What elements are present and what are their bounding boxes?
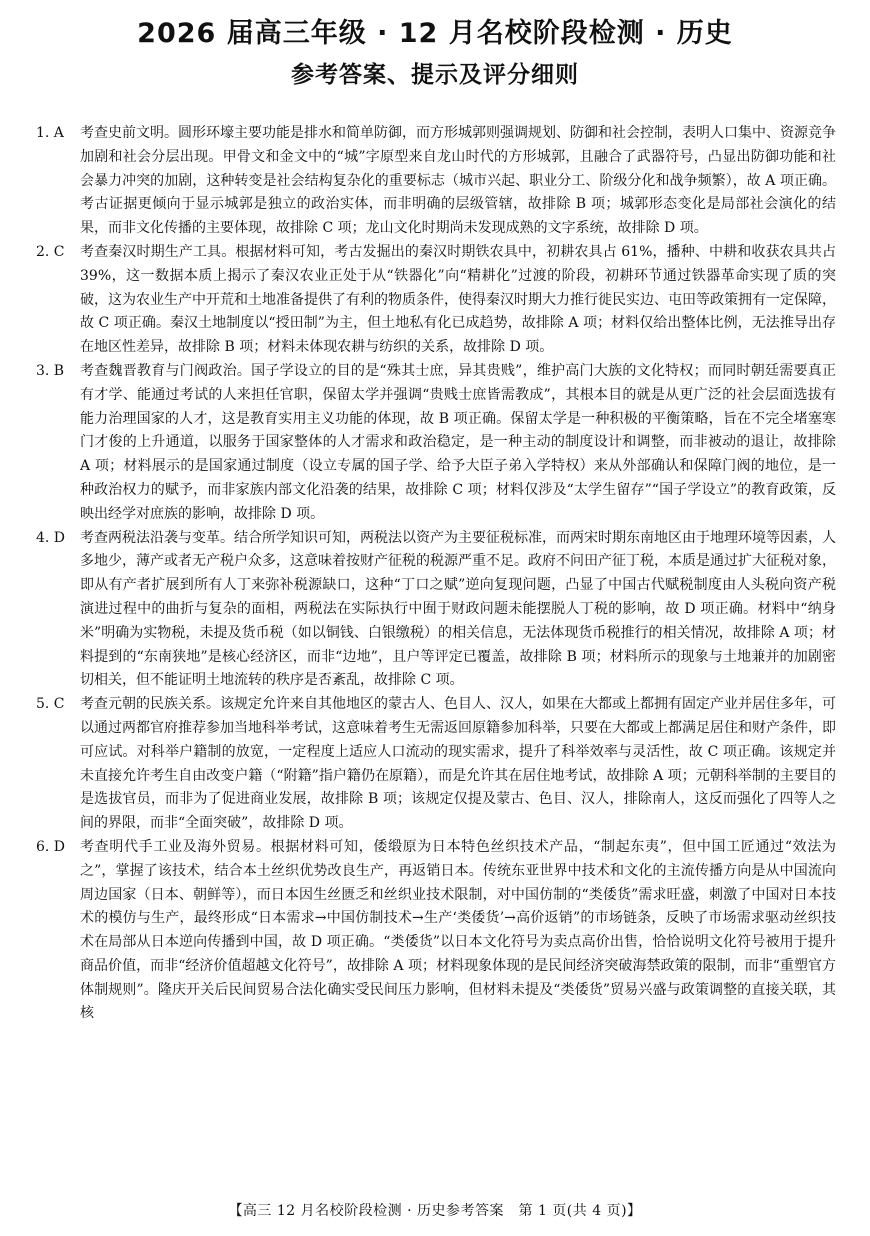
- answer-item-1: [36, 122, 836, 241]
- answer-explanation: 考查魏晋教育与门阀政治。国子学设立的目的是“殊其士庶，异其贵贱”，维护高门大族的文化特权；而同时朝廷需要真正有才学、能通过考试的人来担任官职，保留太学并强调“贵贱士庶皆需教成”，其根本目的就是从更广泛的社会层面选拔有能力治理国家的人才，这是教育实用主义功能的体现，故 B 项正确。保留太学是一种积极的平衡策略，旨在不完全堵塞寒门才俊的上升通道，以服务于国家整体的人才需求和政治稳定，是一种主动的制度设计和调整，而非被动的退让，故排除 A 项；材料展示的是国家通过制度（设立专属的国子学、给予大臣子弟入学特权）来从外部确认和保障门阀的地位，是一种政治权力的赋予，而非家族内部文化沿袭的结果，故排除 C 项；材料仅涉及“太学生留存”“国子学设立”的教育政策，反映出经学对庶族的影响，故排除 D 项。: [80, 362, 836, 522]
- answer-number: 6. D: [36, 838, 66, 855]
- answer-item-6: [36, 836, 836, 1026]
- answer-explanation: 考查两税法沿袭与变革。结合所学知识可知，两税法以资产为主要征税标准，而两宋时期东南地区由于地理环境等因素，人多地少，薄产或者无产税户众多，这意味着按财产征税的税源严重不足。政府不问田产征丁税，本质是通过扩大征税对象，即从有产者扩展到所有人丁来弥补税源缺口，这种“丁口之赋”逆向复现问题，凸显了中国古代赋税制度由人头税向资产税演进过程中的曲折与复杂的面相，两税法在实际执行中囿于财政问题未能摆脱人丁税的影响，故 D 项正确。材料中“纳身米”明确为实物税，未提及货币税（如以铜钱、白银缴税）的相关信息，无法体现货币税推行的相关情况，故排除 A 项；材料提到的“东南狭地”是核心经济区，而非“边地”，且户等评定已覆盖，故排除 B 项；材料所示的现象与土地兼并的加剧密切相关，但不能证明土地流转的秩序是否紊乱，故排除 C 项。: [80, 529, 836, 689]
- answer-item-5: [36, 693, 836, 836]
- answer-number: 4. D: [36, 529, 66, 546]
- answer-explanation: 考查秦汉时期生产工具。根据材料可知，考古发掘出的秦汉时期铁农具中，初耕农具占 61%，播种、中耕和收获农具共占 39%，这一数据本质上揭示了秦汉农业正处于从“铁器化”向“精耕化”过渡的阶段，初耕环节通过铁器革命实现了质的突破，这为农业生产中开荒和土地准备提供了有利的物质条件，使得秦汉时期大力推行徙民实边、屯田等政策拥有一定保障，故 C 项正确。秦汉土地制度以“授田制”为主，但土地私有化已成趋势，故排除 A 项；材料仅给出整体比例，无法推导出存在地区性差异，故排除 B 项；材料未体现农耕与纺织的关系，故排除 D 项。: [80, 243, 836, 356]
- answer-list: [36, 122, 836, 1026]
- answer-number: 3. B: [36, 362, 65, 379]
- answer-explanation: 考查史前文明。圆形环壕主要功能是排水和简单防御，而方形城郭则强调规划、防御和社会控制，表明人口集中、资源竞争加剧和社会分层出现。甲骨文和金文中的“城”字原型来自龙山时代的方形城郭，且融合了武器符号，凸显出防御功能和社会暴力冲突的加剧，这种转变是社会结构复杂化的重要标志（城市兴起、职业分工、阶级分化和战争频繁），故 A 项正确。考古证据更倾向于显示城郭是独立的政治实体，而非明确的层级管辖，故排除 B 项；城郭形态变化是局部社会演化的结果，而非文化传播的主要体现，故排除 C 项；龙山文化时期尚未发现成熟的文字系统，故排除 D 项。: [80, 125, 836, 237]
- page-subtitle: 参考答案、提示及评分细则: [291, 62, 579, 88]
- answer-number: 1. A: [36, 125, 64, 141]
- page-footer: 【高三 12 月名校阶段检测 · 历史参考答案 第 1 页(共 4 页)】: [228, 1203, 642, 1219]
- page-title: 2026 届高三年级 · 12 月名校阶段检测 · 历史: [137, 18, 733, 49]
- answer-item-2: [36, 241, 836, 360]
- answer-number: 5. C: [36, 696, 65, 713]
- answer-number: 2. C: [36, 243, 65, 260]
- answer-explanation: 考查元朝的民族关系。该规定允许来自其他地区的蒙古人、色目人、汉人，如果在大都或上都拥有固定产业并居住多年，可以通过两都官府推荐参加当地科举考试，这意味着考生无需返回原籍参加科举，只要在大都或上都满足居住和财产条件，即可应试。对科举户籍制的放宽，一定程度上适应人口流动的现实需求，提升了科举效率与灵活性，故 C 项正确。该规定并未直接允许考生自由改变户籍（“附籍”指户籍仍在原籍），而是允许其在居住地考试，故排除 A 项；元朝科举制的主要目的是选拔官员，而非为了促进商业发展，故排除 B 项；该规定仅提及蒙古、色目、汉人，排除南人，这反而强化了四等人之间的界限，而非“全面突破”，故排除 D 项。: [80, 696, 836, 832]
- answer-explanation: 考查明代手工业及海外贸易。根据材料可知，倭缎原为日本特色丝织技术产品，“制起东夷”，但中国工匠通过“效法为之”，掌握了该技术，结合本土丝织优势改良生产，再返销日本。传统东亚世界中技术和文化的主流传播方向是从中国流向周边国家（日本、朝鲜等），而日本因生丝匮乏和丝织业技术限制，对中国仿制的“类倭货”需求旺盛，刺激了中国对日本技术的模仿与生产，最终形成“日本需求→中国仿制技术→生产‘类倭货’→高价返销”的市场链条，反映了市场需求驱动丝织技术在局部从日本逆向传播到中国，故 D 项正确。“类倭货”以日本文化符号为卖点高价出售，恰恰说明文化符号被用于提升商品价值，而非“经济价值超越文化符号”，故排除 A 项；材料现象体现的是民间经济突破海禁政策的限制，而非“重塑官方体制规则”。隆庆开关后民间贸易合法化确实受民间压力影响，但材料未提及“类倭货”贸易兴盛与政策调整的直接关联，其核: [80, 838, 836, 1022]
- answer-item-4: [36, 527, 836, 694]
- answer-item-3: [36, 360, 836, 527]
